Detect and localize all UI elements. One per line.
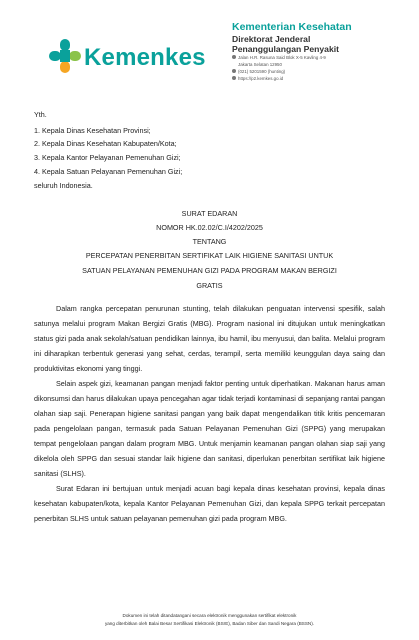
kemenkes-logo-icon (48, 38, 82, 76)
paragraph-3: Surat Edaran ini bertujuan untuk menjadi acuan bagi kepala dinas kesehatan provinsi, kepala dinas kesehatan kabupaten/kota, kepala Kantor Pelayanan Pemenuhan Gizi, dan kepala SPPG terkait percepatan penerbitan SLHS untuk satuan pelayanan pemenuhan gizi pada program MBG. (34, 484, 385, 523)
recipient-2: 2. Kepala Dinas Kesehatan Kabupaten/Kota; (34, 139, 177, 148)
recipient-4: 4. Kepala Satuan Pelayanan Pemenuhan Gizi; (34, 167, 183, 176)
web-row (232, 75, 412, 82)
recipient-1: 1. Kepala Dinas Kesehatan Provinsi; (34, 126, 151, 135)
subject-line2: SATUAN PELAYANAN PEMENUHAN GIZI PADA PROGRAM MAKAN BERGIZI (82, 266, 337, 275)
subject-line1: PERCEPATAN PENERBITAN SERTIFIKAT LAIK HIGIENE SANITASI UNTUK (85, 251, 334, 260)
institution-name: Kementerian Kesehatan (232, 21, 352, 33)
phone-row (232, 68, 412, 75)
addressee-closing: seluruh Indonesia. (34, 181, 93, 190)
footer-line2: yang diterbitkan oleh Balai Besar Sertifikasi Elektronik (BSrE), Badan Siber dan Sandi Negara (BSSN). (104, 621, 315, 626)
directorate-line1: Direktorat Jenderal (232, 34, 311, 44)
address-line2: Jakarta Selatan 12950 (238, 62, 282, 67)
location-icon (232, 55, 236, 59)
website: https://p2.kemkes.go.id (238, 76, 284, 81)
phone: (021) 5201590 (hunting) (238, 69, 286, 74)
letter-about: TENTANG (192, 237, 227, 246)
address-line1: Jalan H.R. Rasuna Said Blok X-5 Kavling 4-9 (238, 55, 326, 60)
recipient-3: 3. Kepala Kantor Pelayanan Pemenuhan Gizi; (34, 153, 181, 162)
directorate-line2: Penanggulangan Penyakit (232, 44, 339, 54)
institution-block (232, 21, 412, 82)
logo-text: Kemenkes (84, 44, 206, 71)
address-city (232, 61, 412, 68)
subject-line3: GRATIS (196, 281, 223, 290)
paragraph-2: Selain aspek gizi, keamanan pangan menjadi faktor penting untuk diperhatikan. Makanan harus aman dikonsumsi dan harus dilakukan upaya pencegahan agar tidak terjadi kontaminasi di sepanjang rantai pangan olahan siap saji. Penerapan higiene sanitasi pangan yang baik dapat mengendalikan titik kritis pencemaran pada pengelolaan pangan, termasuk pada Satuan Pelayanan Pemenuhan Gizi (SPPG) yang merupakan tempat pengelolaan pangan dalam program MBG. Untuk menjamin keamanan pangan olahan siap saji yang dikelola oleh SPPG dan sesuai standar laik higiene dan sanitasi, diperlukan penerbitan sertifikat laik higiene sanitasi (SLHS). (34, 379, 385, 478)
kemenkes-logo (48, 38, 228, 78)
address (232, 54, 412, 61)
body-text (34, 301, 385, 526)
letter-type: SURAT EDARAN (181, 209, 238, 218)
paragraph-1: Dalam rangka percepatan penurunan stunting, telah dilakukan penguatan intervensi spesifik, salah satunya melalui program Makan Bergizi Gratis (MBG). Program nasional ini ditujukan untuk meningkatkan status gizi pada anak sekolah/satuan pendidikan lainnya, ibu hamil, ibu menyusui, dan balita. Melalui program ini diharapkan terbentuk generasi yang sehat, cerdas, terampil, serta memiliki keunggulan daya saing dan produktivitas ekonomi yang tinggi. (34, 304, 385, 373)
letter-number: NOMOR HK.02.02/C.I/4202/2025 (156, 223, 263, 232)
greeting: Yth. (34, 110, 47, 119)
footer-line1: Dokumen ini telah ditandatangani secara elektronik menggunakan sertifikat elektronik (122, 613, 297, 618)
phone-icon (232, 69, 236, 73)
web-icon (232, 76, 236, 80)
